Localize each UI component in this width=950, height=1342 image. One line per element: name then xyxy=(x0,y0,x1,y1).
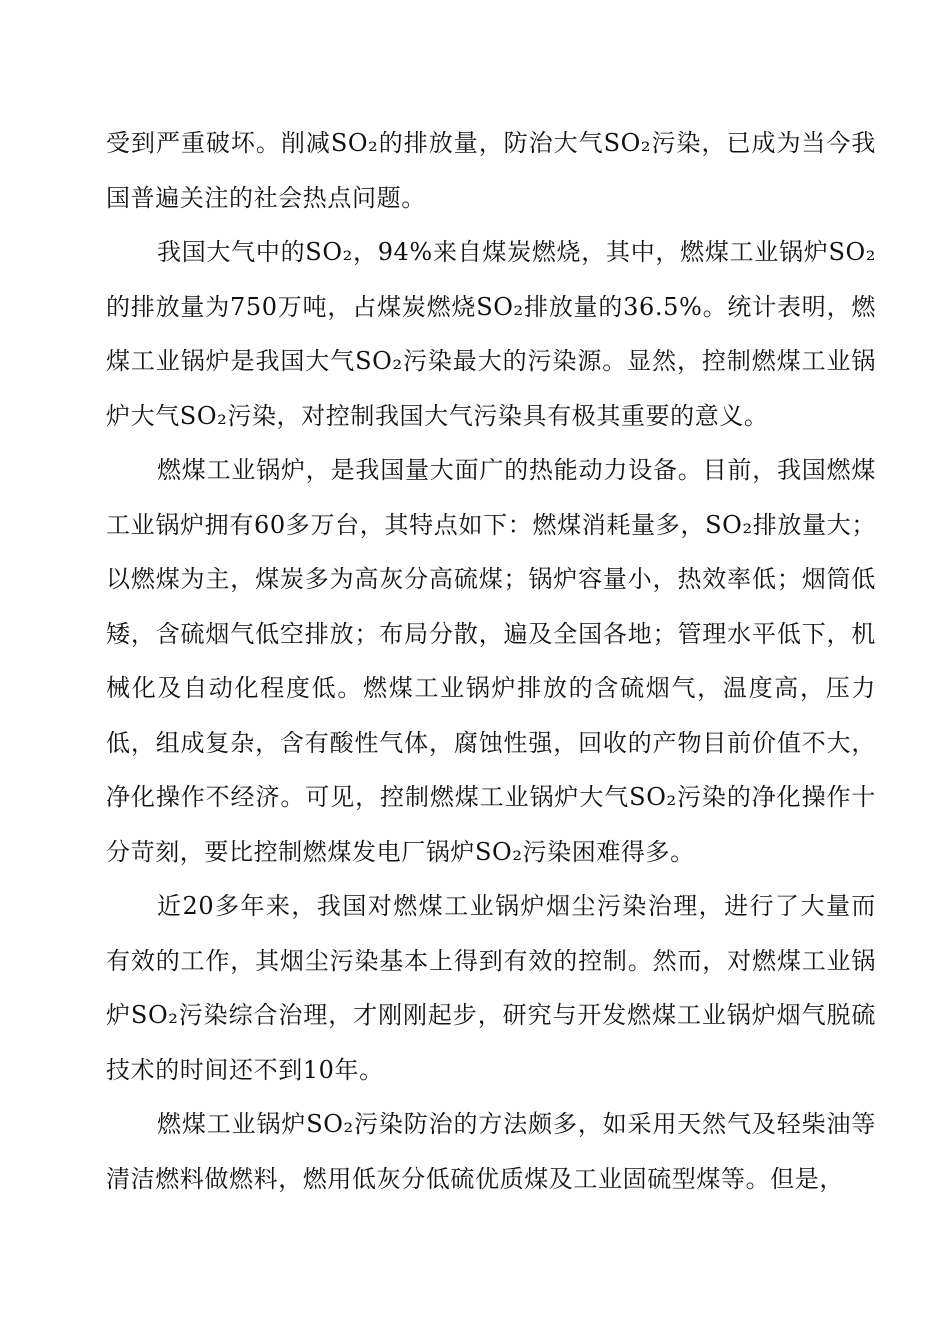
paragraph-text: 我国大气中的SO₂，94%来自煤炭燃烧，其中，燃煤工业锅炉SO₂的排放量为750万吨，占煤炭燃烧SO₂排放量的36.5%。统计表明，燃煤工业锅炉是我国大气SO₂污染最大的污染源。显然，控制燃煤工业锅炉大气SO₂污染，对控制我国大气污染具有极其重要的意义。 xyxy=(106,238,876,430)
paragraph-4 xyxy=(106,879,876,1097)
paragraph-2 xyxy=(106,225,876,443)
paragraph-3 xyxy=(106,443,876,879)
document-body xyxy=(106,116,876,1206)
paragraph-5 xyxy=(106,1097,876,1206)
paragraph-text: 燃煤工业锅炉SO₂污染防治的方法颇多，如采用天然气及轻柴油等清洁燃料做燃料，燃用低灰分低硫优质煤及工业固硫型煤等。但是， xyxy=(106,1110,876,1193)
paragraph-text: 燃煤工业锅炉，是我国量大面广的热能动力设备。目前，我国燃煤工业锅炉拥有60多万台，其特点如下：燃煤消耗量多，SO₂排放量大；以燃煤为主，煤炭多为高灰分高硫煤；锅炉容量小，热效率低；烟筒低矮，含硫烟气低空排放；布局分散，遍及全国各地；管理水平低下，机械化及自动化程度低。燃煤工业锅炉排放的含硫烟气，温度高，压力低，组成复杂，含有酸性气体，腐蚀性强，回收的产物目前价值不大，净化操作不经济。可见，控制燃煤工业锅炉大气SO₂污染的净化操作十分苛刻，要比控制燃煤发电厂锅炉SO₂污染困难得多。 xyxy=(106,456,876,866)
paragraph-1 xyxy=(106,116,876,225)
paragraph-text: 受到严重破坏。削减SO₂的排放量，防治大气SO₂污染，已成为当今我国普遍关注的社会热点问题。 xyxy=(106,129,876,212)
paragraph-text: 近20多年来，我国对燃煤工业锅炉烟尘污染治理，进行了大量而有效的工作，其烟尘污染基本上得到有效的控制。然而，对燃煤工业锅炉SO₂污染综合治理，才刚刚起步，研究与开发燃煤工业锅炉烟气脱硫技术的时间还不到10年。 xyxy=(106,892,876,1084)
